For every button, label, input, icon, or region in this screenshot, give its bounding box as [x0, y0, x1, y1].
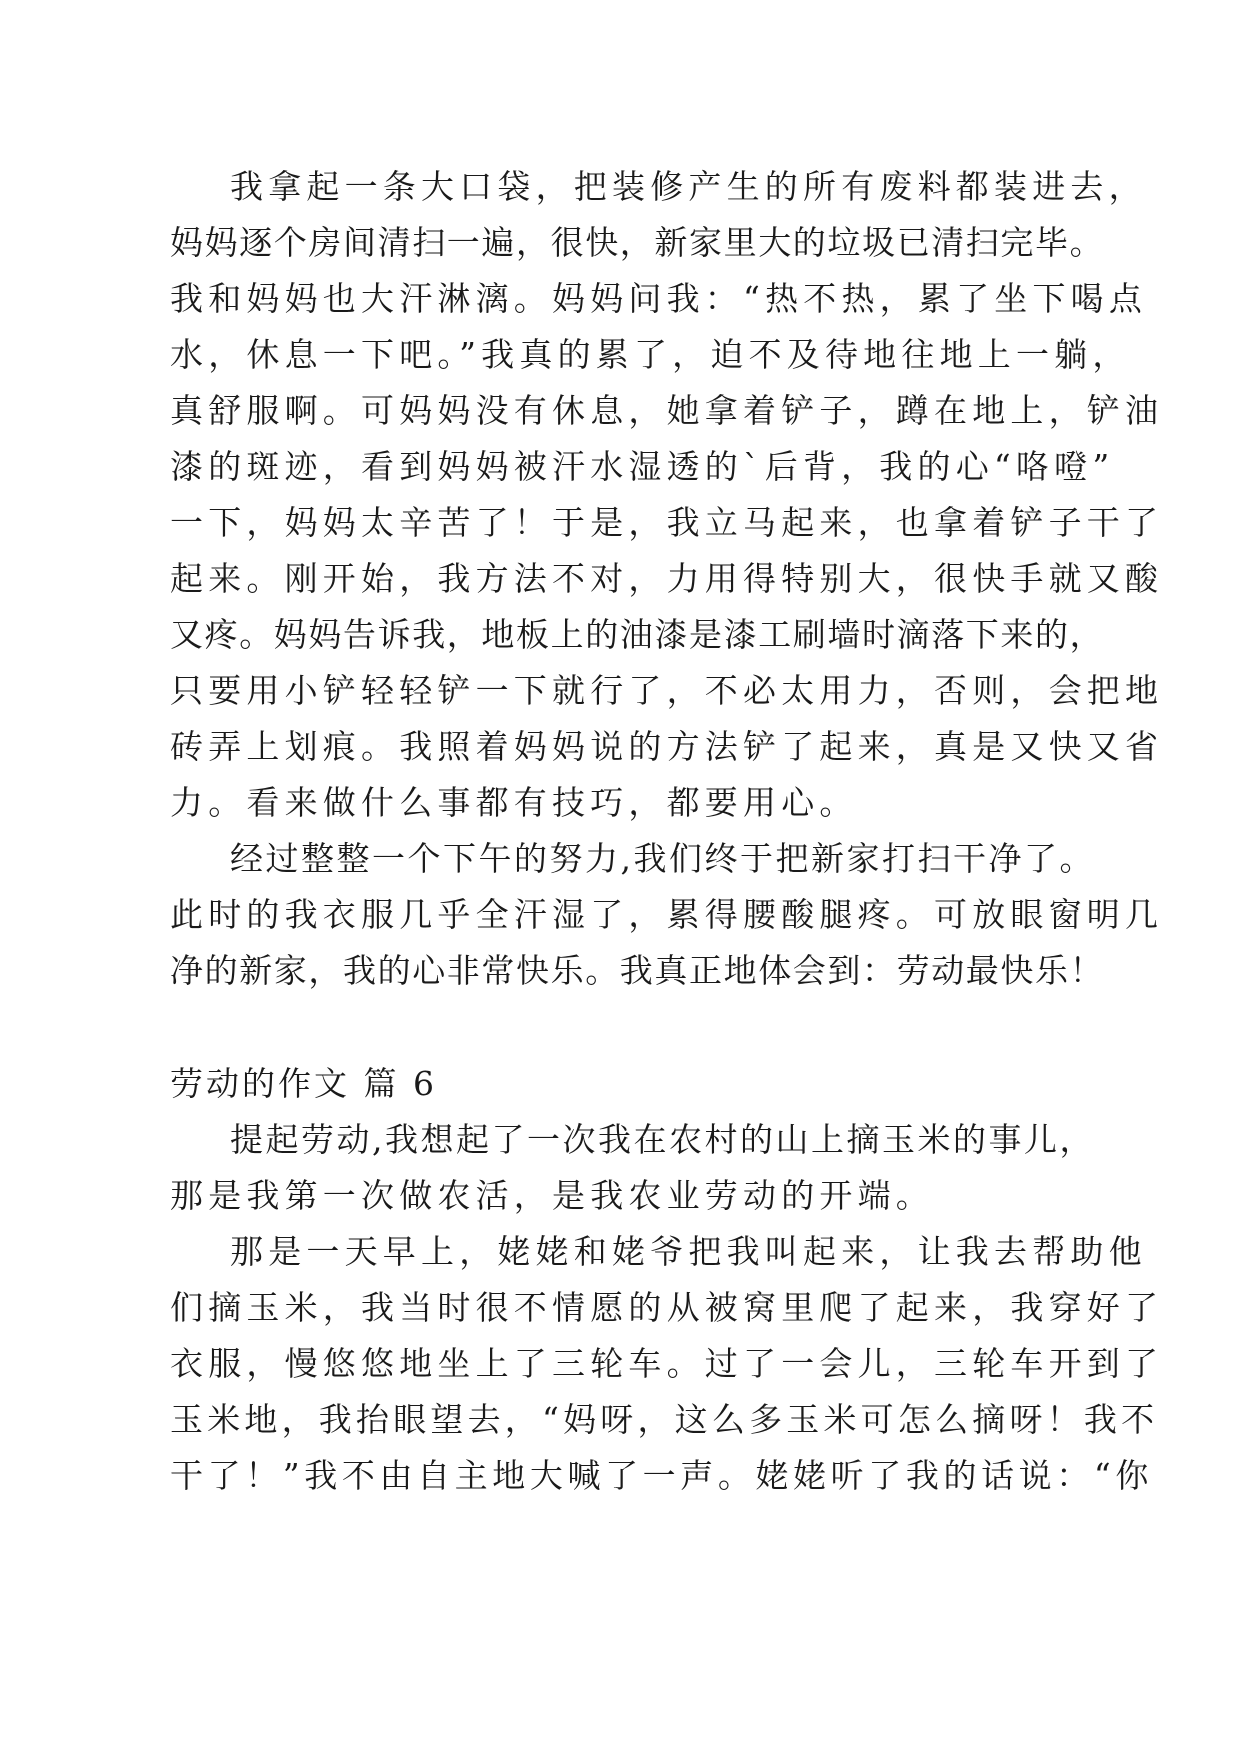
- text-line: 玉米地，我抬眼望去，“妈呀，这么多玉米可怎么摘呀！我不: [170, 1400, 1159, 1439]
- text-line: 们摘玉米，我当时很不情愿的从被窝里爬了起来，我穿好了: [170, 1288, 1164, 1327]
- text-line: 我和妈妈也大汗淋漓。妈妈问我：“热不热，累了坐下喝点: [170, 279, 1148, 318]
- text-line: 水，休息一下吧。”我真的累了，迫不及待地往地上一躺，: [170, 335, 1131, 374]
- text-line: 力。看来做什么事都有技巧，都要用心。: [170, 783, 858, 822]
- text-line: 漆的斑迹，看到妈妈被汗水湿透的`后背，我的心“咯噔”: [170, 447, 1115, 486]
- text-line: 又疼。妈妈告诉我，地板上的油漆是漆工刷墙时滴落下来的，: [170, 615, 1105, 654]
- text-line: 一下，妈妈太辛苦了！于是，我立马起来，也拿着铲子干了: [170, 503, 1164, 542]
- text-line: 那是一天早上，姥姥和姥爷把我叫起来，让我去帮助他: [230, 1232, 1147, 1271]
- section-heading: 劳动的作文 篇 6: [170, 1064, 437, 1103]
- text-line: 只要用小铲轻轻铲一下就行了，不必太用力，否则，会把地: [170, 671, 1164, 710]
- text-line: 净的新家，我的心非常快乐。我真正地体会到：劳动最快乐！: [170, 951, 1105, 990]
- text-line: 衣服，慢悠悠地坐上了三轮车。过了一会儿，三轮车开到了: [170, 1344, 1164, 1383]
- text-line: 干了！”我不由自主地大喊了一声。姥姥听了我的话说：“你: [170, 1456, 1153, 1495]
- text-line: 砖弄上划痕。我照着妈妈说的方法铲了起来，真是又快又省: [170, 727, 1164, 766]
- text-line: 起来。刚开始，我方法不对，力用得特别大，很快手就又酸: [170, 559, 1164, 598]
- text-line: 经过整整一个下午的努力,我们终于把新家打扫干净了。: [230, 839, 1095, 878]
- text-line: 此时的我衣服几乎全汗湿了，累得腰酸腿疼。可放眼窗明几: [170, 895, 1164, 934]
- text-line: 真舒服啊。可妈妈没有休息，她拿着铲子，蹲在地上，铲油: [170, 391, 1164, 430]
- text-line: 妈妈逐个房间清扫一遍，很快，新家里大的垃圾已清扫完毕。: [170, 223, 1105, 262]
- text-line: 那是我第一次做农活，是我农业劳动的开端。: [170, 1176, 934, 1215]
- text-line: 提起劳动,我想起了一次我在农村的山上摘玉米的事儿，: [230, 1120, 1095, 1159]
- text-line: 我拿起一条大口袋，把装修产生的所有废料都装进去，: [230, 167, 1147, 206]
